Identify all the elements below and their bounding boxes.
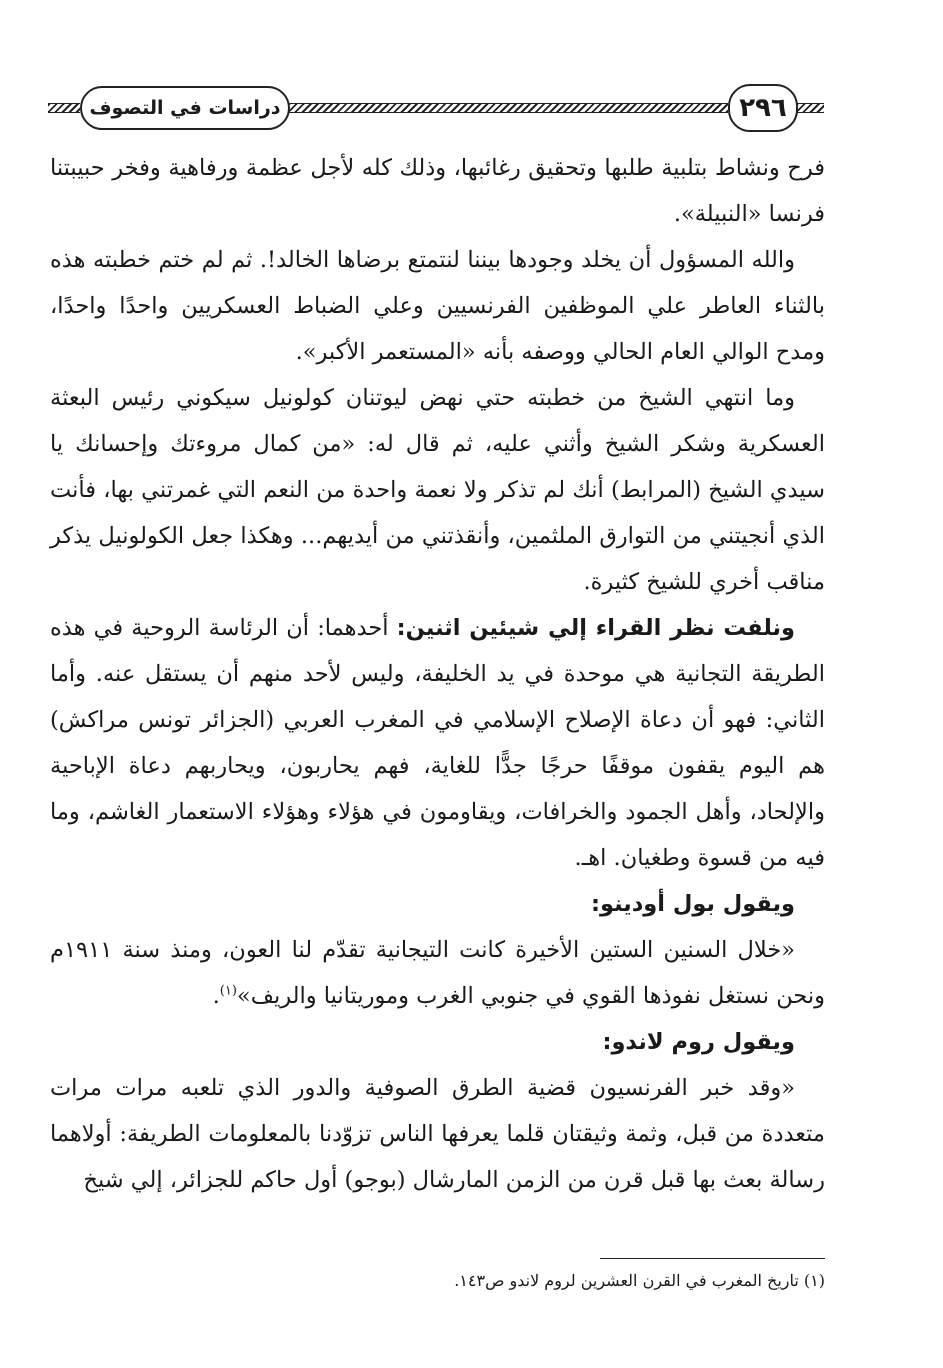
header-ornament-left: [48, 103, 80, 113]
heading-text: ويقول روم لاندو:: [602, 1029, 795, 1055]
footnote: [50, 1266, 825, 1296]
page-number: ٢٩٦: [728, 84, 798, 132]
header-ornament-right: [796, 103, 824, 113]
main-text: [50, 145, 825, 1203]
paragraph-text: «وقد خبر الفرنسيون قضية الطرق الصوفية والدور الذي تلعبه مرات مرات متعددة من قبل، وثمة وثيقتان قلما يعرفها الناس تزوّدنا بالمعلومات الطريفة: أولاهما رسالة بعث بها قبل قرن من الزمن المارشال (بوجو) أول حاكم للجزائر، إلي شيخ: [50, 1075, 825, 1193]
paragraph-text: والله المسؤول أن يخلد وجودها بيننا لنتمتع برضاها الخالد!. ثم لم ختم خطبته هذه بالثناء العاطر علي الموظفين الفرنسيين وعلي الضباط العسكريين واحدًا واحدًا، ومدح الوالي العام الحالي ووصفه بأنه «المستعمر الأكبر».: [50, 247, 825, 365]
paragraph-tail: .: [212, 983, 220, 1009]
paragraph-lead: ونلفت نظر القراء إلي شيئين اثنين:: [396, 615, 795, 641]
footnote-separator: [600, 1258, 825, 1259]
paragraph: [50, 1065, 825, 1203]
book-title: دراسات في التصوف: [80, 86, 290, 130]
footnote-text: (١) تاريخ المغرب في القرن العشرين لروم لاندو ص١٤٣.: [454, 1271, 825, 1290]
paragraph-text: فرح ونشاط بتلبية طلبها وتحقيق رغائبها، وذلك كله لأجل عظمة ورفاهية وفخر حبيبتنا فرنسا «النبيلة».: [50, 155, 825, 227]
paragraph-text: وما انتهي الشيخ من خطبته حتي نهض ليوتنان كولونيل سيكوني رئيس البعثة العسكرية وشكر الشيخ وأثني عليه، ثم قال له: «من كمال مروءتك وإحسانك يا سيدي الشيخ (المرابط) أنك لم تذكر ولا نعمة واحدة من النعم التي غمرتني بها، فأنت الذي أنجيتني من التوارق الملثمين، وأنقذتني من أيديهم... وهكذا جعل الكولونيل يذكر مناقب أخري للشيخ كثيرة.: [50, 385, 825, 595]
paragraph: [50, 927, 825, 1019]
paragraph: [50, 237, 825, 375]
running-header: [48, 84, 823, 130]
footnote-ref[interactable]: (١): [219, 983, 237, 999]
paragraph: [50, 145, 825, 237]
quote-heading: [50, 881, 825, 927]
header-ornament-middle: [288, 103, 728, 113]
paragraph-text: «خلال السنين الستين الأخيرة كانت التيجانية تقدّم لنا العون، ومنذ سنة ١٩١١م ونحن نستغل نفوذها القوي في جنوبي الغرب وموريتانيا والريف»: [50, 937, 825, 1009]
paragraph-text: أحدهما: أن الرئاسة الروحية في هذه الطريقة التجانية هي موحدة في يد الخليفة، وليس لأحد منهم أن يستقل عنه. وأما الثاني: فهو أن دعاة الإصلاح الإسلامي في المغرب العربي (الجزائر تونس مراكش) هم اليوم يقفون موقفًا حرجًا جدًّا للغاية، فهم يحاربون، ويحاربهم دعاة الإباحية والإلحاد، وأهل الجمود والخرافات، ويقاومون في هؤلاء وهؤلاء الاستعمار الغاشم، وما فيه من قسوة وطغيان. اهـ.: [50, 615, 825, 871]
heading-text: ويقول بول أودينو:: [591, 891, 795, 917]
paragraph: [50, 375, 825, 605]
paragraph: [50, 605, 825, 881]
quote-heading: [50, 1019, 825, 1065]
